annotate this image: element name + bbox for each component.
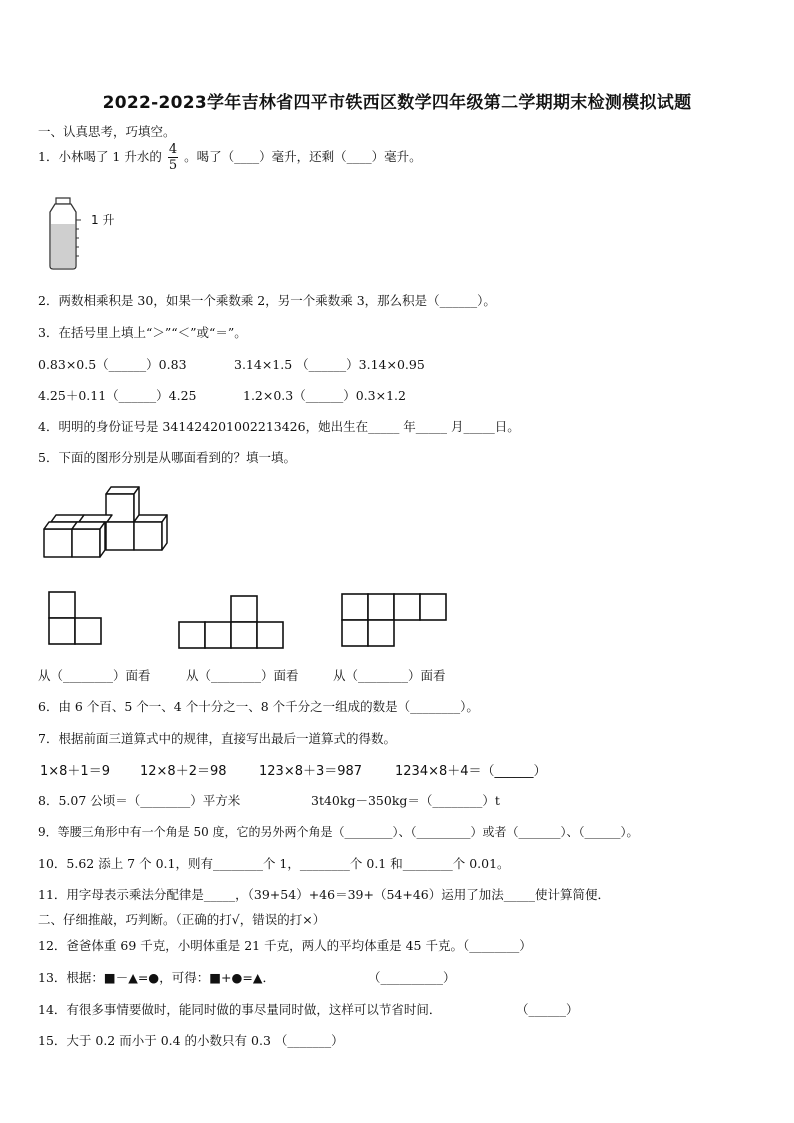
question-13-blank: （__________） <box>368 970 456 985</box>
question-7-e2: 12×8＋2＝98 <box>140 764 227 779</box>
question-6: 6．由 6 个百、5 个一、4 个十分之一、8 个千分之一组成的数是（________）。 <box>38 699 479 714</box>
question-5: 5．下面的图形分别是从哪面看到的？填一填。 <box>38 450 296 465</box>
section-1-heading: 一、认真思考，巧填空。 <box>38 124 176 139</box>
question-3-a: 0.83×0.5（______）0.83 <box>38 357 187 372</box>
question-5-c: 从（________）面看 <box>333 668 446 683</box>
bottle-label: 1 升 <box>91 213 115 227</box>
question-9: 9．等腰三角形中有一个角是 50 度，它的另外两个角是（________）、（_________）或者（_______）、（______）。 <box>38 825 639 839</box>
question-3-d: 1.2×0.3（______）0.3×1.2 <box>243 388 406 403</box>
cube-stack-figure <box>38 482 168 562</box>
question-11: 11．用字母表示乘法分配律是_____，（39+54）+46＝39+（54+46）运用了加法_____使计算简便． <box>38 887 610 902</box>
view-figure-c <box>341 593 449 649</box>
question-4: 4．明明的身份证号是 341424201002213426，她出生在_____ 年_____ 月_____日。 <box>38 419 520 434</box>
question-7: 7．根据前面三道算式中的规律，直接写出最后一道算式的得数。 <box>38 731 396 746</box>
question-7-e1: 1×8＋1＝9 <box>40 764 110 779</box>
question-13: 13．根据：■－▲=●，可得：■+●=▲． <box>38 970 275 985</box>
question-5-a: 从（________）面看 <box>38 668 151 683</box>
question-14-blank: （______） <box>516 1002 579 1017</box>
question-5-b: 从（________）面看 <box>186 668 299 683</box>
section-2-heading: 二、仔细推敲，巧判断。（正确的打√，错误的打×） <box>38 912 326 927</box>
question-3-b: 3.14×1.5 （______）3.14×0.95 <box>234 357 425 372</box>
question-12: 12．爸爸体重 69 千克，小明体重是 21 千克，两人的平均体重是 45 千克。（________） <box>38 938 532 953</box>
question-1-text-pre: 1．小林喝了 1 升水的 <box>38 149 162 164</box>
question-3: 3．在括号里上填上“＞”“＜”或“＝”。 <box>38 325 247 340</box>
question-10: 10．5.62 添上 7 个 0.1，则有________个 1，________个 0.1 和________个 0.01。 <box>38 856 510 871</box>
fraction-numerator: 4 <box>168 142 178 157</box>
question-14: 14．有很多事情要做时，能同时做的事尽量同时做，这样可以节省时间． <box>38 1002 442 1017</box>
question-3-c: 4.25＋0.11（______）4.25 <box>38 388 197 403</box>
water-bottle-figure <box>44 196 94 272</box>
question-7-e3: 123×8＋3＝987 <box>259 764 363 779</box>
question-1-text-post: 。喝了（____）毫升，还剩（____）毫升。 <box>184 149 422 164</box>
view-figure-b <box>178 595 286 649</box>
fraction-denominator: 5 <box>168 158 178 173</box>
question-7-e4: 1234×8＋4＝（______） <box>395 764 547 779</box>
fraction-four-fifths <box>168 142 178 173</box>
view-figure-a <box>48 591 104 647</box>
question-8-a: 8．5.07 公顷＝（________）平方米 <box>38 793 241 808</box>
question-2: 2．两数相乘积是 30，如果一个乘数乘 2，另一个乘数乘 3，那么积是（______）。 <box>38 293 496 308</box>
question-8-b: 3t40kg－350kg＝（________）t <box>311 793 500 808</box>
question-1 <box>38 142 422 173</box>
question-15: 15．大于 0.2 而小于 0.4 的小数只有 0.3 （_______） <box>38 1033 344 1048</box>
page-title: 2022-2023学年吉林省四平市铁西区数学四年级第二学期期末检测模拟试题 <box>102 93 692 113</box>
